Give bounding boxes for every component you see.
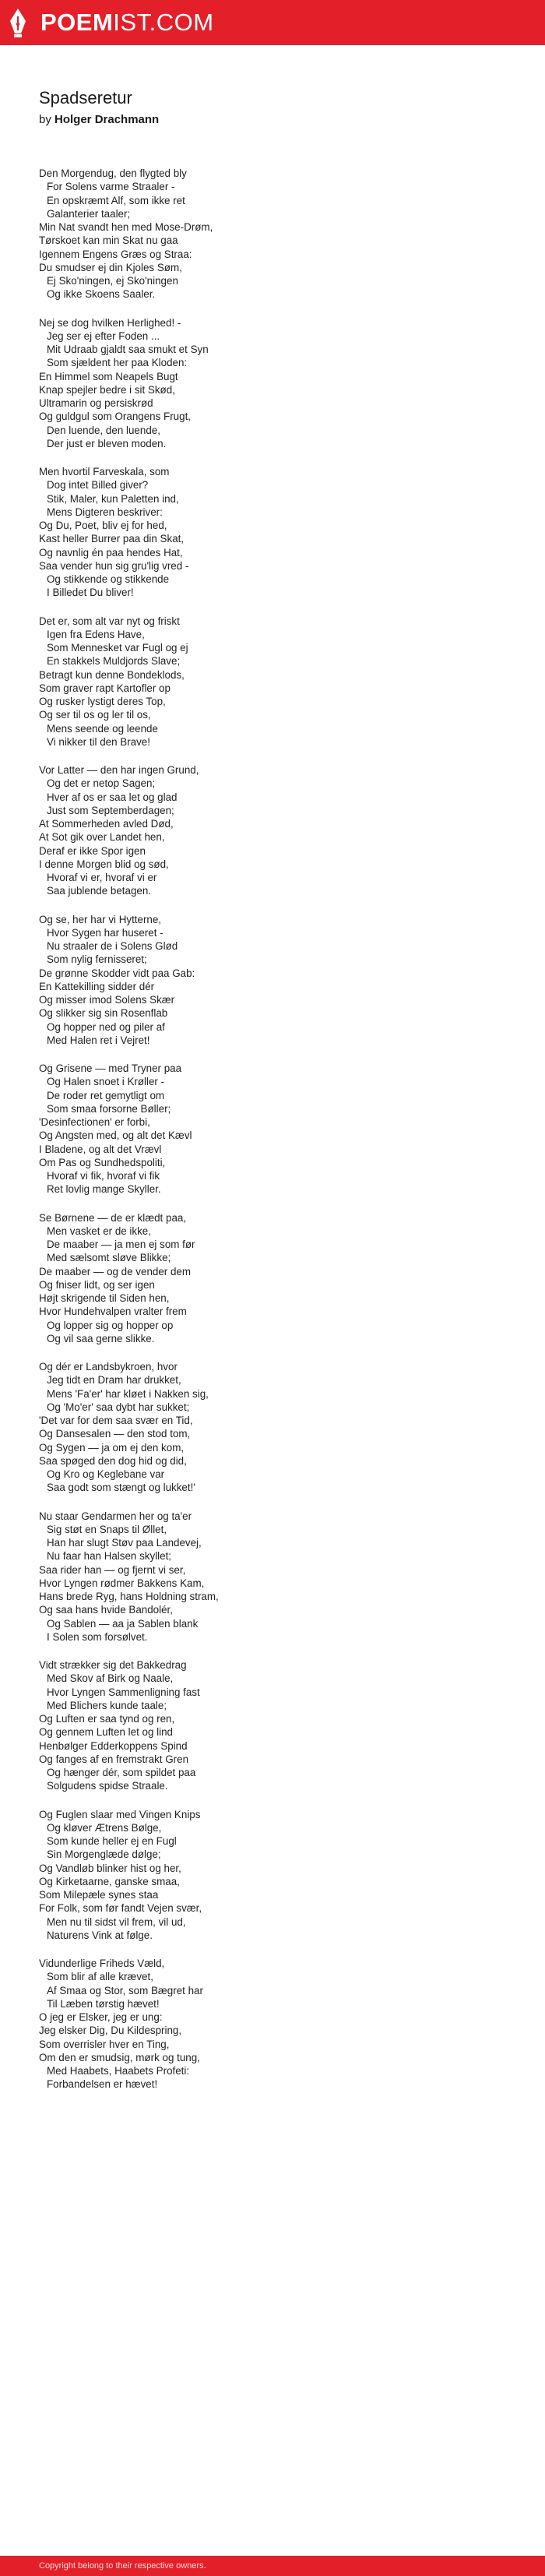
poem-line: Med Haabets, Haabets Profeti: [47, 2065, 190, 2077]
poem-line: Knap spejler bedre i sit Skød, [39, 383, 175, 396]
site-logo-link[interactable] [40, 9, 214, 37]
poem-line: Hvor Hundehvalpen vralter frem [39, 1306, 187, 1318]
poem-line: Og ser til os og ler til os, [39, 709, 151, 721]
pen-nib-icon[interactable] [8, 7, 28, 38]
poem-line: De roder ret gemytligt om [47, 1089, 165, 1101]
poem-line: Med Blichers kunde taale; [47, 1699, 167, 1711]
poem-line: Kast heller Burrer paa din Skat, [39, 533, 185, 545]
poem-line: Som graver rapt Kartofler op [39, 682, 171, 694]
poem-line: Som sjældent her paa Kloden: [47, 357, 188, 369]
poem-line: Vi nikker til den Brave! [47, 735, 150, 748]
poem-line: Saa godt som stængt og lukket!' [47, 1482, 195, 1494]
site-header [0, 0, 545, 45]
stanza [39, 1211, 506, 1346]
site-footer [0, 2556, 545, 2576]
poem-line: Ultramarin og persiskrød [39, 397, 153, 409]
poem-line: Se Børnene — de er klædt paa, [39, 1211, 187, 1224]
poem-line: Som Milepæle synes staa [39, 1889, 159, 1901]
poem-line: Stik, Maler, kun Paletten ind, [47, 492, 179, 505]
poem-line: Og misser imod Solens Skær [39, 994, 175, 1006]
poem-line: Mit Udraab gjaldt saa smukt et Syn [47, 344, 209, 355]
stanza [39, 1808, 506, 1943]
poem-line: Og Sablen — aa ja Sablen blank [47, 1617, 199, 1630]
poem-line: Og hænger dér, som spildet paa [47, 1767, 196, 1778]
poem-line: Mens 'Fa'er' har kløet i Nakken sig, [47, 1387, 209, 1400]
poem-line: Hvor Lyngen Sammenligning fast [47, 1686, 200, 1698]
poem-line: Hans brede Ryg, hans Holdning stram, [39, 1591, 219, 1602]
poem-line: Deraf er ikke Spor igen [39, 844, 146, 857]
poem-line: Betragt kun denne Bondeklods, [39, 668, 185, 681]
byline-prefix: by [39, 113, 51, 126]
poem-line: Men vasket er de ikke, [47, 1225, 151, 1237]
poem-line: Om den er smudsig, mørk og tung, [39, 2051, 200, 2063]
poem-line: At Sot gik over Landet hen, [39, 831, 165, 844]
poem-line: Højt skrigende til Siden hen, [39, 1292, 170, 1304]
poem-line: Og Du, Poet, bliv ej for hed, [39, 520, 167, 531]
poem-line: Og hopper ned og piler af [47, 1020, 165, 1033]
poem-line: Nu staar Gendarmen her og ta'er [39, 1510, 192, 1522]
poem-line: Du smudser ej din Kjoles Søm, [39, 261, 182, 273]
byline [39, 112, 159, 128]
poem-line: Hver af os er saa let og glad [47, 791, 178, 803]
poem-line: Som blir af alle krævet, [47, 1971, 153, 1983]
poem-line: Hvor Lyngen rødmer Bakkens Kam, [39, 1577, 205, 1589]
poem-line: Og se, her har vi Hytterne, [39, 913, 162, 925]
poem-line: Han har slugt Støv paa Landevej, [47, 1537, 202, 1549]
poem-line: Og gennem Luften let og lind [39, 1726, 173, 1739]
poem-line: O jeg er Elsker, jeg er ung: [39, 2011, 163, 2023]
poem-line: Nej se dog hvilken Herlighed! - [39, 316, 181, 329]
poem-line: Der just er bleven moden. [47, 437, 167, 449]
poem-line: Til Læben tørstig hævet! [47, 1997, 160, 2010]
stanza [39, 913, 506, 1048]
poem-line: Sig støt en Snaps til Øllet, [47, 1523, 167, 1535]
poem-line: Som Mennesket var Fugl og ej [47, 642, 188, 654]
poem-line: Og navnlig én paa hendes Hat, [39, 546, 183, 559]
poem-line: De maaber — og de vender dem [39, 1265, 192, 1277]
poem-line: Og kløver Ætrens Bølge, [47, 1821, 162, 1834]
stanza [39, 316, 506, 451]
poem-line: I denne Morgen blid og sød, [39, 858, 169, 870]
poem-line: Jeg tidt en Dram har drukket, [47, 1374, 181, 1387]
poem-line: Og Angsten med, og alt det Kævl [39, 1129, 192, 1142]
brand-bold-text: POEM [40, 9, 114, 36]
poem-line: Saa jublende betagen. [47, 885, 152, 897]
poem-line: For Folk, som før fandt Vejen svær, [39, 1902, 202, 1915]
poem-line: Mens seende og leende [47, 722, 158, 735]
poem-line: Min Nat svandt hen med Mose-Drøm, [39, 221, 213, 233]
poem-line: Med Halen ret i Vejret! [47, 1034, 150, 1046]
poem-line: Men nu til sidst vil frem, vil ud, [47, 1915, 186, 1928]
poem-line: Og lopper sig og hopper op [47, 1319, 174, 1331]
poem-line: I Billedet Du bliver! [47, 587, 134, 599]
poem-line: Med Skov af Birk og Naale, [47, 1672, 174, 1685]
poem-line: Ret lovlig mange Skyller. [47, 1183, 161, 1196]
poem-line: Og slikker sig sin Rosenflab [39, 1007, 168, 1020]
poem-line: Saa spøged den dog hid og did, [39, 1454, 187, 1467]
poem-line: Og fanges af en fremstrakt Gren [39, 1753, 189, 1765]
poem-line: De maaber — ja men ej som før [47, 1239, 195, 1250]
poem-line: Igennem Engens Græs og Straa: [39, 248, 192, 260]
stanza [39, 615, 506, 749]
poem-line: Og saa hans hvide Bandolér, [39, 1604, 173, 1616]
poem-title: Spadseretur [39, 88, 132, 107]
stanza [39, 1510, 506, 1644]
stanza [39, 1360, 506, 1495]
poem-line: Og det er netop Sagen; [47, 777, 156, 790]
poem-line: Jeg ser ej efter Foden ... [47, 329, 160, 342]
poem-line: En opskræmt Alf, som ikke ret [47, 194, 185, 206]
poem-line: Og Grisene — med Tryner paa [39, 1062, 182, 1074]
poem-line: Igen fra Edens Have, [47, 628, 145, 640]
poem-line: Og Fuglen slaar med Vingen Knips [39, 1808, 201, 1820]
poem-line: Den luende, den luende, [47, 424, 160, 436]
poem-line: Og dér er Landsbykroen, hvor [39, 1361, 178, 1373]
poem-line: Som overrisler hver en Ting, [39, 2038, 170, 2050]
poem-line: At Sommerheden avled Død, [39, 818, 174, 830]
poem-line: En stakkels Muldjords Slave; [47, 655, 181, 668]
poem-line: 'Det var for dem saa svær en Tid, [39, 1415, 193, 1426]
poem-line: Henbølger Edderkoppens Spind [39, 1739, 188, 1752]
poem-line: Og vil saa gerne slikke. [47, 1332, 155, 1344]
poem-line: Hvor Sygen har huseret - [47, 926, 164, 939]
poem-line: Med sælsomt sløve Blikke; [47, 1252, 171, 1264]
poem-line: Galanterier taaler; [47, 207, 131, 220]
poem-line: Det er, som alt var nyt og friskt [39, 615, 180, 627]
stanza [39, 1658, 506, 1793]
poem-line: Og fniser lidt, og ser igen [39, 1278, 155, 1291]
poem-line: Og Vandløb blinker hist og her, [39, 1862, 181, 1874]
poem-line: Naturens Vink at følge. [47, 1929, 153, 1941]
poem-line: Om Pas og Sundhedspoliti, [39, 1156, 166, 1168]
poem-line: Og Kro og Keglebane var [47, 1468, 165, 1480]
poem-line: Saa vender hun sig gru'lig vred - [39, 559, 189, 572]
stanza [39, 167, 506, 301]
poem-line: Saa rider han — og fjernt vi ser, [39, 1563, 186, 1576]
stanza [39, 763, 506, 898]
poem-line: Som smaa forsorne Bøller; [47, 1102, 171, 1115]
poem-line: Og Luften er saa tynd og ren, [39, 1713, 175, 1725]
poem-line: Solgudens spidse Straale. [47, 1780, 168, 1792]
poem-line: Nu faar han Halsen skyllet; [47, 1550, 172, 1563]
poem-line: Og 'Mo'er' saa dybt har sukket; [47, 1401, 190, 1413]
poem-line: Sin Morgenglæde dølge; [47, 1848, 161, 1861]
poem-line: I Bladene, og alt det Vrævl [39, 1143, 162, 1155]
poem-line: Dog intet Billed giver? [47, 479, 149, 492]
poem-line: Og Kirketaarne, ganske smaa, [39, 1875, 180, 1887]
poem-line: Og stikkende og stikkende [47, 573, 170, 585]
poem-line: De grønne Skodder vidt paa Gab: [39, 967, 195, 979]
poem-line: Og Dansesalen — den stod tom, [39, 1428, 191, 1440]
poem-line: Hvoraf vi fik, hvoraf vi fik [47, 1170, 160, 1182]
poem-line: Vidunderlige Friheds Væld, [39, 1958, 165, 1969]
brand-rest-text: IST.COM [113, 9, 214, 36]
stanza [39, 1062, 506, 1196]
author-link[interactable]: Holger Drachmann [54, 113, 160, 126]
poem-line: Som kunde heller ej en Fugl [47, 1835, 177, 1847]
poem-line: I Solen som forsølvet. [47, 1630, 148, 1643]
poem-line: Nu straaler de i Solens Glød [47, 940, 178, 952]
poem-line: Og rusker lystigt deres Top, [39, 696, 166, 707]
poem-line: En Kattekilling sidder dér [39, 980, 155, 992]
poem-body [39, 167, 506, 2106]
poem-line: Mens Digteren beskriver: [47, 506, 163, 518]
copyright-text: Copyright belong to their respective owners. [39, 2561, 206, 2571]
stanza [39, 465, 506, 600]
poem-line: Vor Latter — den har ingen Grund, [39, 764, 199, 776]
stanza [39, 1957, 506, 2091]
poem-line: Ej Sko'ningen, ej Sko'ningen [47, 275, 178, 287]
poem-line: Men hvortil Farveskala, som [39, 466, 170, 477]
poem-line: Jeg elsker Dig, Du Kildespring, [39, 2025, 182, 2037]
poem-line: Og ikke Skoens Saaler. [47, 288, 156, 301]
poem-line: Og Sygen — ja om ej den kom, [39, 1441, 185, 1454]
poem-line: Som nylig fernisseret; [47, 953, 147, 966]
poem-line: Hvoraf vi er, hvoraf vi er [47, 872, 157, 883]
poem-line: Og guldgul som Orangens Frugt, [39, 411, 192, 423]
poem-line: Tørskoet kan min Skat nu gaa [39, 234, 178, 247]
poem-line: 'Desinfectionen' er forbi, [39, 1116, 150, 1128]
poem-line: Forbandelsen er hævet! [47, 2078, 158, 2091]
poem-line: En Himmel som Neapels Bugt [39, 370, 178, 382]
poem-line: Af Smaa og Stor, som Bægret har [47, 1984, 203, 1996]
poem-line: Den Morgendug, den flygted bly [39, 167, 187, 179]
poem-line: Just som Septemberdagen; [47, 804, 174, 816]
poem-line: For Solens varme Straaler - [47, 181, 175, 193]
poem-line: Vidt strækker sig det Bakkedrag [39, 1659, 187, 1671]
poem-line: Og Halen snoet i Krøller - [47, 1076, 165, 1088]
